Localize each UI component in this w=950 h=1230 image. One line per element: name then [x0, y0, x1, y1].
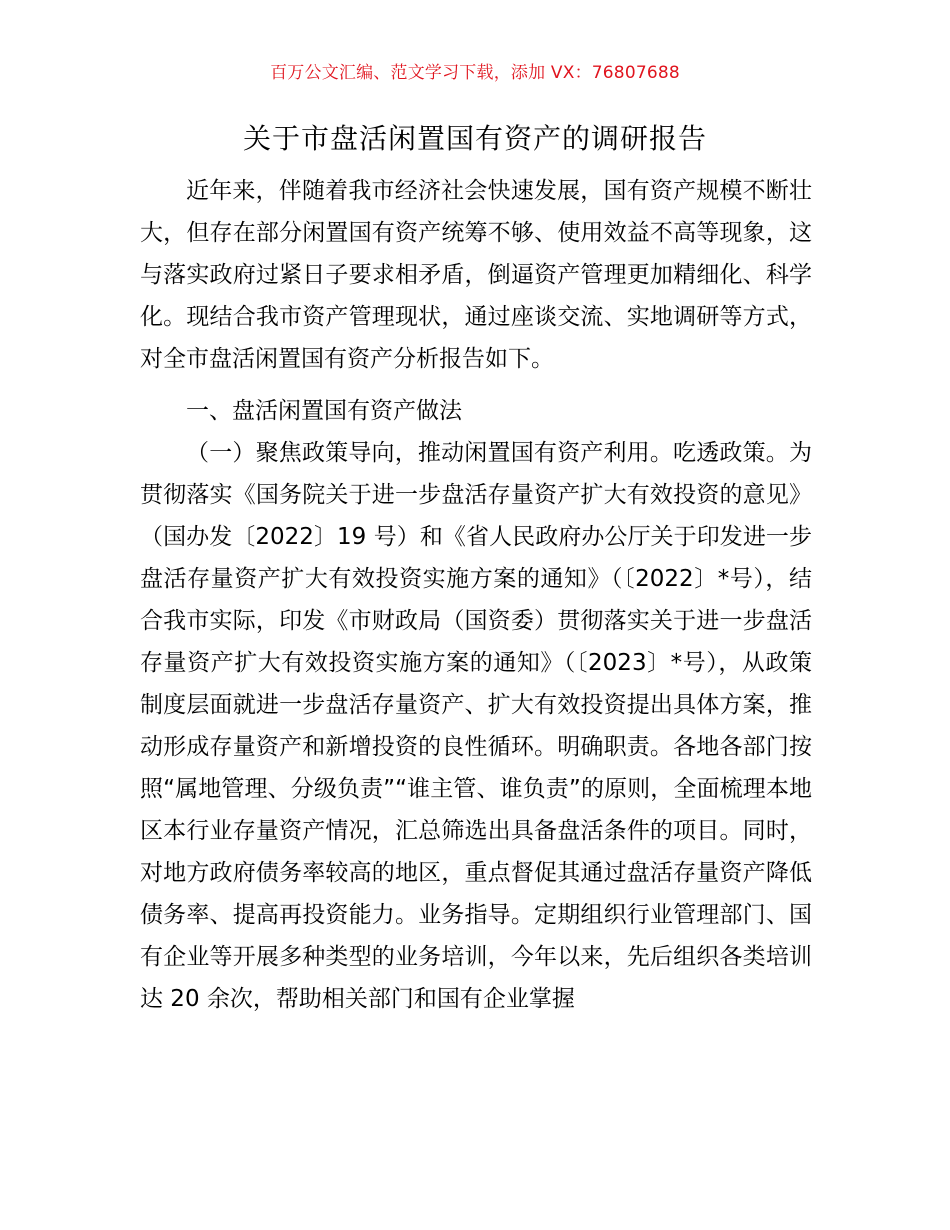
- document-body: [140, 170, 812, 1020]
- section-paragraph: （一）聚焦政策导向，推动闲置国有资产利用。吃透政策。为贯彻落实《国务院关于进一步盘活存量资产扩大有效投资的意见》（国办发〔2022〕19 号）和《省人民政府办公厅关于印发进一步盘活存量资产扩大有效投资实施方案的通知》（〔2022〕*号），结合我市实际，印发《市财政局（国资委）贯彻落实关于进一步盘活存量资产扩大有效投资实施方案的通知》（〔2023〕*号），从政策制度层面就进一步盘活存量资产、扩大有效投资提出具体方案，推动形成存量资产和新增投资的良性循环。明确职责。各地各部门按照“属地管理、分级负责”“谁主管、谁负责”的原则，全面梳理本地区本行业存量资产情况，汇总筛选出具备盘活条件的项目。同时，对地方政府债务率较高的地区，重点督促其通过盘活存量资产降低债务率、提高再投资能力。业务指导。定期组织行业管理部门、国有企业等开展多种类型的业务培训，今年以来，先后组织各类培训达 20 余次，帮助相关部门和国有企业掌握: [140, 440, 812, 1012]
- intro-paragraph: 近年来，伴随着我市经济社会快速发展，国有资产规模不断壮大，但存在部分闲置国有资产统筹不够、使用效益不高等现象，这与落实政府过紧日子要求相矛盾，倒逼资产管理更加精细化、科学化。现结合我市资产管理现状，通过座谈交流、实地调研等方式，对全市盘活闲置国有资产分析报告如下。: [140, 178, 812, 372]
- watermark-header: 百万公文汇编、范文学习下载，添加 VX：76807688: [270, 63, 680, 83]
- section-heading: 一、盘活闲置国有资产做法: [186, 398, 462, 424]
- page-title: 关于市盘活闲置国有资产的调研报告: [242, 122, 707, 155]
